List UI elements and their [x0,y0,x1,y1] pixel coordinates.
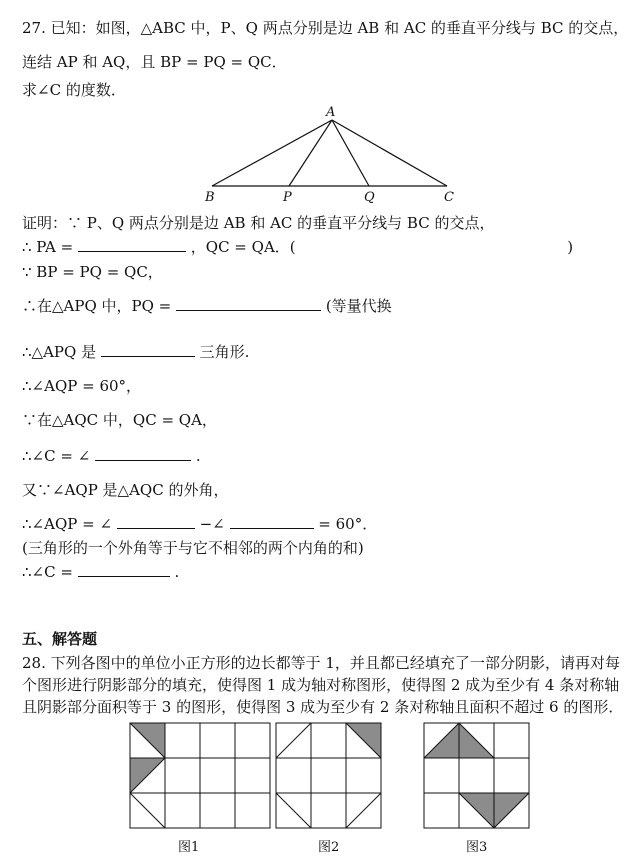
section-heading: 五、解答题 [22,630,98,648]
fig3-shade-bottom [459,793,529,828]
vertex-label-b: B [205,190,215,205]
blank-pa[interactable] [78,237,186,252]
proof-line8 [22,446,201,466]
problem27-line1: 27. 已知：如图，△ABC 中，P、Q 两点分别是边 AB 和 AC 的垂直平分线与 BC 的交点， [22,19,629,37]
proof-line8-start: ∴∠C = ∠ [22,447,91,465]
caption-figure-3: 图3 [466,840,488,855]
vertex-label-p: P [283,190,292,205]
blank-c-value[interactable] [78,562,170,577]
vertex-label-q: Q [364,190,375,205]
proof-line4-start: ∴在△APQ 中，PQ = [22,297,172,315]
proof-line1: 证明：∵ P、Q 两点分别是边 AB 和 AC 的垂直平分线与 BC 的交点， [22,214,495,232]
proof-line2-end: ) [567,238,574,256]
blank-angle-c[interactable] [95,446,191,461]
caption-figure-1: 图1 [178,840,200,855]
problem28-line1: 28. 下列各图中的单位小正方形的边长都等于 1，并且都已经填充了一部分阴影，请再对每 [22,654,620,672]
proof-line2 [22,237,573,257]
proof-line4 [22,296,392,316]
proof-line10-start: ∴∠AQP = ∠ [22,515,113,533]
problem28-line3: 且阴影部分面积等于 3 的图形，使得图 3 成为至少有 2 条对称轴且面积不超过 6 的图形． [22,698,624,716]
side-ac [332,120,447,186]
proof-line4-end: (等量代换 [325,297,392,315]
proof-line5-start: ∴△APQ 是 [22,343,97,361]
grid-figure-2 [276,723,381,828]
proof-line2-mid: ，QC = QA．( [190,238,296,256]
segment-ap [289,120,332,186]
fig1-shade-mid [130,758,165,793]
blank-pq[interactable] [176,296,321,311]
problem28-line2: 个图形进行阴影部分的填充，使得图 1 成为轴对称图形，使得图 2 成为至少有 4 条对称轴 [22,676,620,694]
fig2-shade [346,723,381,758]
proof-line11: (三角形的一个外角等于与它不相邻的两个内角的和) [22,539,364,557]
vertex-label-c: C [444,190,454,205]
fig3-shade-top [424,723,494,758]
proof-line8-end: . [195,447,201,465]
proof-line3: ∵ BP = PQ = QC， [22,263,163,281]
problem27-line2: 连结 AP 和 AQ，且 BP = PQ = QC． [22,53,287,71]
proof-line12-end: . [174,563,180,581]
grid-figure-3 [424,723,529,828]
proof-line7: ∵在△AQC 中，QC = QA， [22,411,217,429]
proof-line10-mid: −∠ [199,515,225,533]
blank-triangle-type[interactable] [101,342,195,357]
segment-aq [332,120,369,186]
blank-angle-1[interactable] [117,514,195,529]
proof-line12 [22,562,179,582]
proof-line10 [22,514,377,534]
proof-line5 [22,342,249,362]
grid-figure-1 [130,723,270,828]
fig1-shade-top [130,723,165,758]
proof-line6: ∴∠AQP = 60°， [22,377,142,395]
proof-line10-end: = 60°． [318,515,378,533]
problem27-line3: 求∠C 的度数． [22,81,126,99]
vertex-label-a: A [326,105,336,120]
proof-line5-end: 三角形. [199,343,250,361]
caption-figure-2: 图2 [318,840,340,855]
side-ab [212,120,332,186]
triangle-figure [0,0,640,210]
proof-line2-start: ∴ PA = [22,238,74,256]
blank-angle-2[interactable] [230,514,314,529]
proof-line9: 又∵∠AQP 是△AQC 的外角， [22,481,229,499]
proof-line12-start: ∴∠C = [22,563,73,581]
